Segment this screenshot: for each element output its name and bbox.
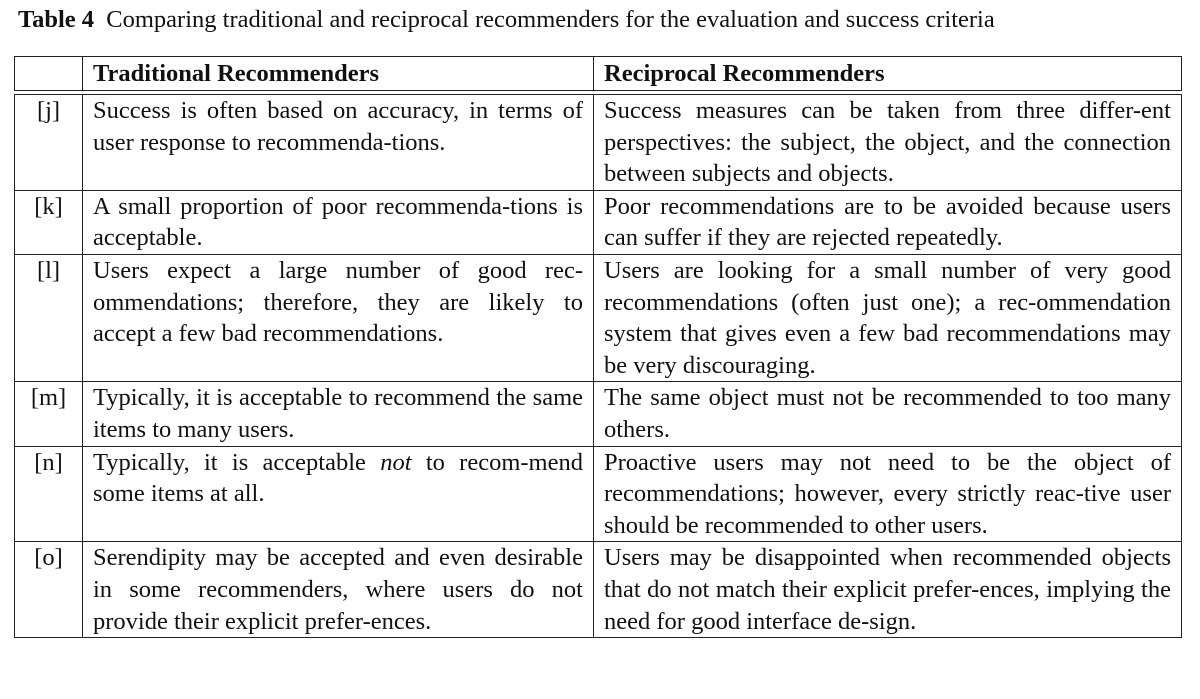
table-caption-text: Comparing traditional and reciprocal recommenders for the evaluation and success criteria	[106, 6, 995, 33]
row-id: [m]	[15, 382, 83, 446]
header-traditional: Traditional Recommenders	[83, 57, 594, 91]
row-id: [l]	[15, 254, 83, 381]
table-caption	[18, 3, 995, 37]
traditional-cell: Typically, it is acceptable to recommend the same items to many users.	[83, 382, 594, 446]
traditional-text-after: to recom-mend some items at all.	[93, 448, 583, 508]
traditional-cell: Success is often based on accuracy, in terms of user response to recommenda-tions.	[83, 95, 594, 191]
comparison-table	[14, 56, 1182, 638]
traditional-cell: Users expect a large number of good rec-ommendations; therefore, they are likely to accept a few bad recommendations.	[83, 254, 594, 381]
table-row	[15, 446, 1182, 542]
reciprocal-cell: The same object must not be recommended to too many others.	[594, 382, 1182, 446]
table-row	[15, 382, 1182, 446]
traditional-text-before: Typically, it is acceptable	[93, 448, 381, 476]
table-row	[15, 95, 1182, 191]
table-header-row	[15, 57, 1182, 91]
emphasis-text: not	[380, 448, 412, 476]
reciprocal-cell: Users are looking for a small number of very good recommendations (often just one); a rec-ommendation system that gives even a few bad recommendations may be very discouraging.	[594, 254, 1182, 381]
reciprocal-cell: Proactive users may not need to be the object of recommendations; however, every strictly reac-tive user should be recommended to other users.	[594, 446, 1182, 542]
header-id	[15, 57, 83, 91]
table-caption-label: Table 4	[18, 6, 95, 33]
row-id: [n]	[15, 446, 83, 542]
table-row	[15, 254, 1182, 381]
row-id: [j]	[15, 95, 83, 191]
row-id: [k]	[15, 190, 83, 254]
table-row	[15, 542, 1182, 638]
reciprocal-cell: Success measures can be taken from three differ-ent perspectives: the subject, the object, and the connection between subjects and objects.	[594, 95, 1182, 191]
table-row	[15, 190, 1182, 254]
reciprocal-cell: Users may be disappointed when recommended objects that do not match their explicit prefer-ences, implying the need for good interface de-sign.	[594, 542, 1182, 638]
row-id: [o]	[15, 542, 83, 638]
traditional-cell: Serendipity may be accepted and even desirable in some recommenders, where users do not provide their explicit prefer-ences.	[83, 542, 594, 638]
reciprocal-cell: Poor recommendations are to be avoided because users can suffer if they are rejected repeatedly.	[594, 190, 1182, 254]
traditional-cell	[83, 446, 594, 542]
traditional-cell: A small proportion of poor recommenda-tions is acceptable.	[83, 190, 594, 254]
header-reciprocal: Reciprocal Recommenders	[594, 57, 1182, 91]
